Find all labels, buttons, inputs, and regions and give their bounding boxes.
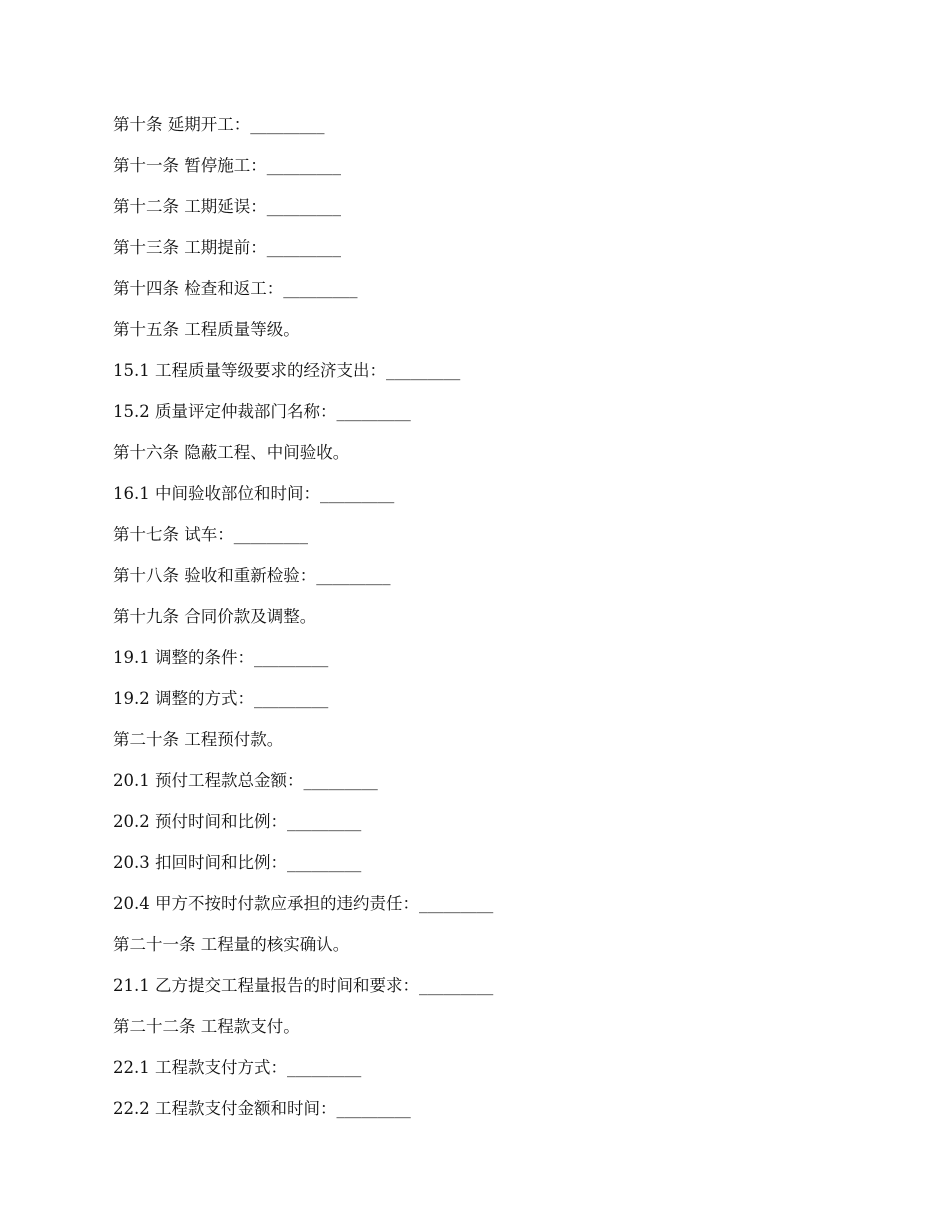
- sub-clause-line: [113, 1095, 853, 1136]
- clause-line: [113, 275, 853, 316]
- clause-text: 第二十条 工程预付款。: [113, 730, 284, 749]
- clause-heading: [113, 726, 853, 767]
- clause-text: 15.2 质量评定仲裁部门名称：_________: [113, 402, 411, 421]
- clause-text: 21.1 乙方提交工程量报告的时间和要求：_________: [113, 976, 494, 995]
- clause-text: 22.1 工程款支付方式：_________: [113, 1058, 362, 1077]
- clause-line: [113, 193, 853, 234]
- sub-clause-line: [113, 808, 853, 849]
- clause-text: 20.4 甲方不按时付款应承担的违约责任：_________: [113, 894, 494, 913]
- clause-text: 第十三条 工期提前：_________: [113, 238, 341, 257]
- clause-text: 16.1 中间验收部位和时间：_________: [113, 484, 395, 503]
- clause-heading: [113, 1013, 853, 1054]
- clause-text: 第十八条 验收和重新检验：_________: [113, 566, 391, 585]
- clause-line: [113, 234, 853, 275]
- sub-clause-line: [113, 1054, 853, 1095]
- clause-heading: [113, 439, 853, 480]
- clause-text: 20.1 预付工程款总金额：_________: [113, 771, 378, 790]
- clause-line: [113, 521, 853, 562]
- clause-text: 19.1 调整的条件：_________: [113, 648, 329, 667]
- clause-text: 第二十一条 工程量的核实确认。: [113, 935, 350, 954]
- clause-line: [113, 152, 853, 193]
- clause-text: 第十一条 暂停施工：_________: [113, 156, 341, 175]
- clause-text: 第二十二条 工程款支付。: [113, 1017, 300, 1036]
- sub-clause-line: [113, 849, 853, 890]
- clause-text: 第十四条 检查和返工：_________: [113, 279, 358, 298]
- document-body: [113, 111, 853, 1136]
- clause-text: 第十二条 工期延误：_________: [113, 197, 341, 216]
- clause-text: 20.3 扣回时间和比例：_________: [113, 853, 362, 872]
- clause-text: 第十七条 试车：_________: [113, 525, 308, 544]
- clause-heading: [113, 931, 853, 972]
- clause-line: [113, 111, 853, 152]
- clause-heading: [113, 316, 853, 357]
- sub-clause-line: [113, 398, 853, 439]
- clause-text: 20.2 预付时间和比例：_________: [113, 812, 362, 831]
- clause-text: 第十九条 合同价款及调整。: [113, 607, 317, 626]
- sub-clause-line: [113, 890, 853, 931]
- clause-text: 第十六条 隐蔽工程、中间验收。: [113, 443, 350, 462]
- sub-clause-line: [113, 972, 853, 1013]
- clause-text: 19.2 调整的方式：_________: [113, 689, 329, 708]
- clause-heading: [113, 603, 853, 644]
- clause-line: [113, 562, 853, 603]
- clause-text: 15.1 工程质量等级要求的经济支出：_________: [113, 361, 461, 380]
- sub-clause-line: [113, 644, 853, 685]
- clause-text: 第十五条 工程质量等级。: [113, 320, 300, 339]
- sub-clause-line: [113, 685, 853, 726]
- clause-text: 第十条 延期开工：_________: [113, 115, 325, 134]
- sub-clause-line: [113, 357, 853, 398]
- clause-text: 22.2 工程款支付金额和时间：_________: [113, 1099, 411, 1118]
- sub-clause-line: [113, 767, 853, 808]
- sub-clause-line: [113, 480, 853, 521]
